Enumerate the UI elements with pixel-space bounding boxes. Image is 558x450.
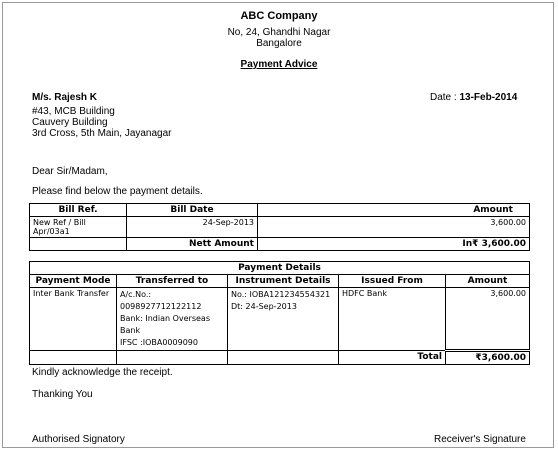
table-row [30, 288, 530, 351]
party-address-line2: Cauvery Building [32, 117, 108, 128]
payment-table-title: Payment Details [30, 262, 530, 275]
instrument-number: No.: IOBA121234554321 [231, 290, 331, 299]
bill-table-header [30, 204, 530, 217]
company-address-line2: Bangalore [256, 38, 302, 49]
salutation: Dear Sir/Madam, [32, 166, 108, 177]
total-empty-cell [117, 351, 228, 365]
total-empty-cell [228, 351, 339, 365]
authorised-signatory: Authorised Signatory [32, 434, 125, 445]
nett-value: 3,600.00 [481, 239, 526, 249]
acknowledge-text: Kindly acknowledge the receipt. [32, 367, 173, 378]
table-row [30, 217, 530, 238]
party-name: M/s. Rajesh K [32, 92, 98, 103]
payment-amount-cell: 3,600.00 [446, 288, 530, 351]
bill-ref-cell: New Ref / Bill Apr/03a1 [30, 217, 127, 238]
header-bill-date: Bill Date [127, 204, 258, 217]
nett-currency: In₹ [462, 239, 479, 249]
document-title-text: Payment Advice [240, 59, 318, 70]
payment-table [29, 261, 530, 365]
nett-empty-cell [30, 238, 127, 251]
payment-table-header [30, 275, 530, 288]
party-address-line3: 3rd Cross, 5th Main, Jayanagar [32, 128, 172, 139]
date-block [430, 92, 517, 103]
total-value: ₹3,600.00 [446, 351, 530, 365]
date-label: Date : [430, 92, 457, 103]
party-address-line1: #43, MCB Building [32, 106, 115, 117]
instrument-details-cell [228, 288, 339, 351]
bank-name: Bank: Indian Overseas Bank [120, 314, 210, 335]
company-name: ABC Company [240, 10, 318, 22]
header-payment-mode: Payment Mode [30, 275, 117, 288]
document-title [0, 59, 558, 70]
bill-amount-cell: 3,600.00 [258, 217, 530, 238]
company-address-line1: No, 24, Ghandhi Nagar [227, 27, 331, 38]
date-value: 13-Feb-2014 [459, 92, 518, 103]
header-instrument-details: Instrument Details [228, 275, 339, 288]
total-empty-cell [30, 351, 117, 365]
intro-text: Please find below the payment details. [32, 186, 203, 197]
header-bill-ref: Bill Ref. [30, 204, 127, 217]
header-transferred-to: Transferred to [117, 275, 228, 288]
header-issued-from: Issued From [339, 275, 446, 288]
closing-text: Thanking You [32, 389, 93, 400]
ifsc-code: IFSC :IOBA0009090 [120, 338, 198, 347]
transferred-to-cell [117, 288, 228, 351]
instrument-date: Dt: 24-Sep-2013 [231, 302, 297, 311]
account-number: A/c.No.: 0098927712122112 [120, 290, 202, 311]
header-amount: Amount [258, 204, 530, 217]
header-payment-amount: Amount [446, 275, 530, 288]
receiver-signature: Receiver's Signature [434, 434, 526, 445]
bill-table [29, 203, 530, 251]
total-row [30, 351, 530, 365]
nett-label: Nett Amount [127, 238, 258, 251]
payment-mode-cell: Inter Bank Transfer [30, 288, 117, 351]
bill-date-cell: 24-Sep-2013 [127, 217, 258, 238]
nett-row [30, 238, 530, 251]
total-label: Total [339, 351, 446, 365]
nett-amount-cell [258, 238, 530, 251]
issued-from-cell: HDFC Bank [339, 288, 446, 351]
